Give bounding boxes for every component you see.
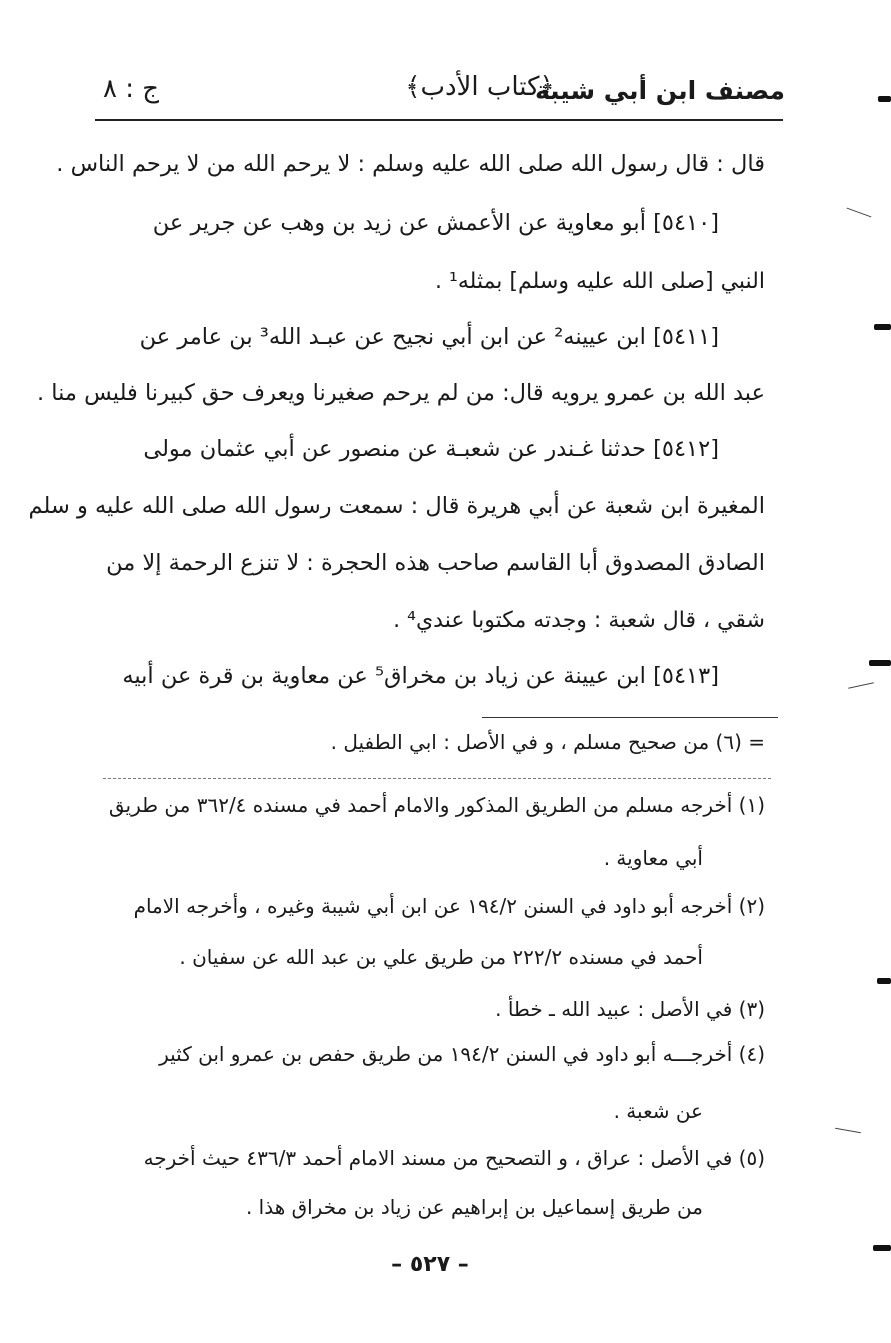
footnote-5: (٥) في الأصل : عراق ، و التصحيح من مسند الامام أحمد ٤٣٦/٣ حيث أخرجه (143, 1146, 765, 1170)
header-rule (95, 119, 783, 121)
scan-edge-mark (869, 660, 891, 666)
body-line-1: قال : قال رسول الله صلى الله عليه وسلم : لا يرحم الله من لا يرحم الناس . (56, 151, 765, 177)
body-line-5: عبد الله بن عمرو يرويه قال: من لم يرحم صغيرنا ويعرف حق كبيرنا فليس منا . (36, 380, 765, 406)
body-line-6: [٥٤١٢] حدثنا غـندر عن شعبـة عن منصور عن أبي عثمان مولى (143, 436, 719, 462)
body-line-4: [٥٤١١] ابن عيينه² عن ابن أبي نجيح عن عبـد الله³ بن عامر عن (139, 324, 719, 350)
scan-tick-mark (848, 682, 874, 688)
footnote-1: (١) أخرجه مسلم من الطريق المذكور والامام أحمد في مسنده ٣٦٢/٤ من طريق (108, 793, 765, 817)
footnote-1-cont: أبي معاوية . (603, 846, 703, 870)
footnote-2-cont: أحمد في مسنده ٢٢٢/٢ من طريق علي بن عبد الله عن سفيان . (179, 945, 703, 969)
body-line-8: الصادق المصدوق أبا القاسم صاحب هذه الحجرة : لا تنزع الرحمة إلا من (106, 550, 765, 576)
scan-edge-mark (873, 1245, 891, 1251)
footnote-2: (٢) أخرجه أبو داود في السنن ١٩٤/٢ عن ابن أبي شيبة وغيره ، وأخرجه الامام (133, 894, 765, 918)
scan-edge-mark (877, 978, 891, 984)
body-line-7: المغيرة ابن شعبة عن أبي هريرة قال : سمعت رسول الله صلى الله عليه و سلم (28, 493, 765, 519)
footnote-divider (103, 778, 771, 779)
scan-tick-mark (835, 1128, 861, 1133)
scan-tick-mark (847, 208, 872, 218)
chapter-title: ﴿كتاب الأدب﴾ (405, 72, 555, 102)
page-number: – ٥٢٧ – (391, 1252, 469, 1277)
body-line-9: شقي ، قال شعبة : وجدته مكتوبا عندي⁴ . (393, 608, 765, 633)
book-title: مصنف ابن أبي شيبة (534, 76, 785, 105)
footnote-separator (482, 717, 778, 718)
scan-edge-mark (874, 324, 891, 330)
body-line-3: النبي [صلى الله عليه وسلم] بمثله¹ . (435, 269, 765, 294)
footnote-4: (٤) أخرجـــه أبو داود في السنن ١٩٤/٢ من طريق حفص بن عمرو ابن كثير (159, 1042, 765, 1066)
carried-footnote: = (٦) من صحيح مسلم ، و في الأصل : ابي الطفيل . (330, 730, 765, 754)
footnote-3: (٣) في الأصل : عبيد الله ـ خطأ . (495, 997, 765, 1021)
page-header (95, 70, 785, 115)
scan-edge-mark (878, 96, 891, 102)
body-line-10: [٥٤١٣] ابن عيينة عن زياد بن مخراق⁵ عن معاوية بن قرة عن أبيه (122, 663, 719, 689)
body-line-2: [٥٤١٠] أبو معاوية عن الأعمش عن زيد بن وهب عن جرير عن (152, 210, 719, 236)
volume-number: ج : ٨ (103, 74, 160, 104)
footnote-4-cont: عن شعبة . (613, 1099, 703, 1123)
footnote-5-cont: من طريق إسماعيل بن إبراهيم عن زياد بن مخراق هذا . (245, 1195, 703, 1219)
